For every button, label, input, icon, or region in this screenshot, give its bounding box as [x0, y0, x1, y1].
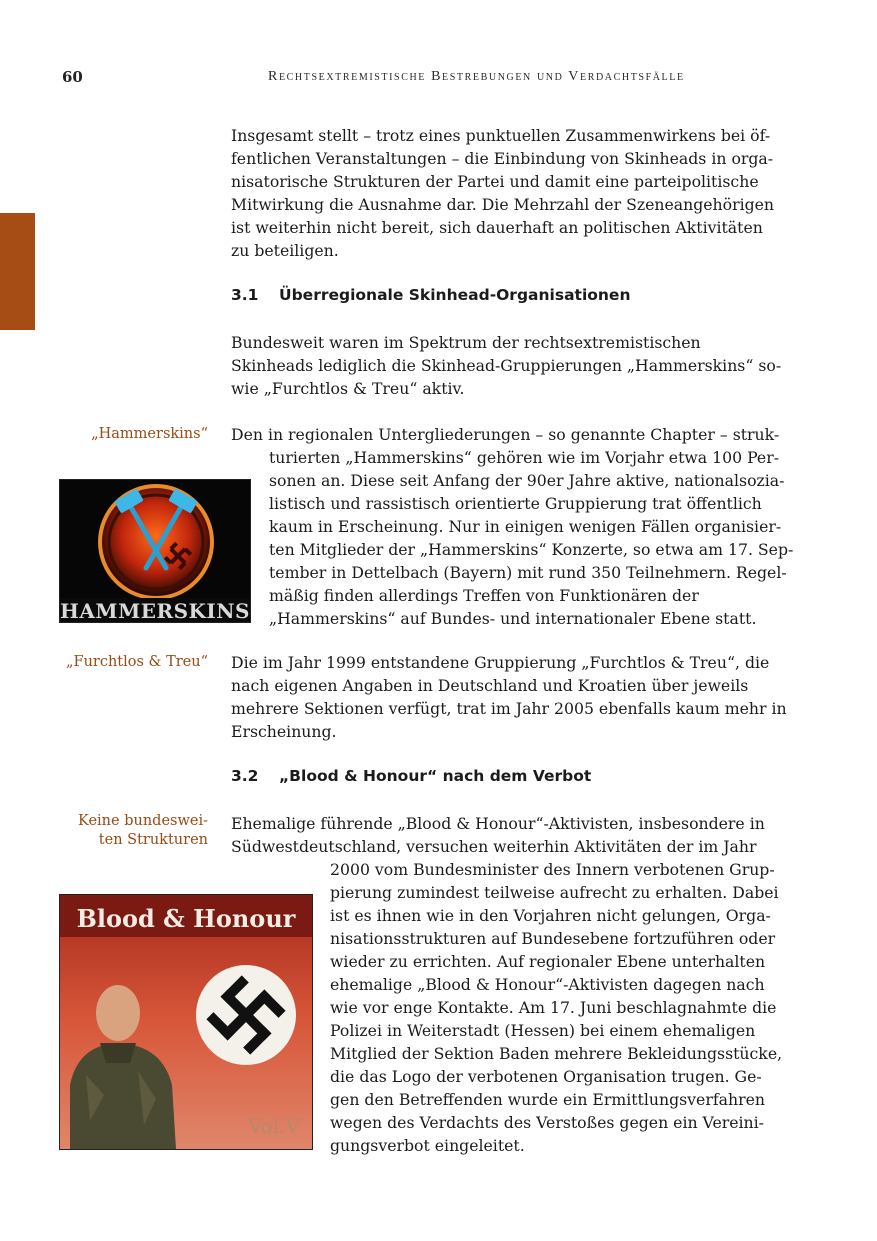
text-line: mäßig finden allerdings Treffen von Funktionären der — [269, 586, 699, 605]
text-line: ist es ihnen wie in den Vorjahren nicht gelungen, Orga- — [330, 906, 771, 925]
section-title: „Blood & Honour“ nach dem Verbot — [279, 767, 592, 785]
text-line: nisatorische Strukturen der Partei und damit eine parteipolitische — [231, 172, 759, 191]
text-line: die das Logo der verbotenen Organisation trugen. Ge- — [330, 1067, 762, 1086]
text-line: gungsverbot eingeleitet. — [330, 1136, 525, 1155]
text-line: wegen des Verdachts des Verstoßes gegen ein Vereini- — [330, 1113, 764, 1132]
chapter-tab-marker — [0, 213, 35, 330]
blood-honour-volume-text: Vol.V — [248, 1114, 300, 1138]
text-line: Polizei in Weiterstadt (Hessen) bei einem ehemaligen — [330, 1021, 756, 1040]
text-line: fentlichen Veranstaltungen – die Einbindung von Skinheads in orga- — [231, 149, 774, 168]
text-line: Ehemalige führende „Blood & Honour“-Aktivisten, insbesondere in — [231, 814, 765, 833]
text-line: nach eigenen Angaben in Deutschland und Kroatien über jeweils — [231, 676, 749, 695]
text-line: Den in regionalen Untergliederungen – so genannte Chapter – struk- — [231, 425, 780, 444]
section-3-1-paragraph — [231, 331, 791, 400]
text-line: Erscheinung. — [231, 722, 337, 741]
text-line: ist weiterhin nicht bereit, sich dauerhaft an politischen Aktivitäten — [231, 218, 763, 237]
blood-honour-title-text: Blood & Honour — [76, 904, 296, 933]
text-line: Skinheads lediglich die Skinhead-Gruppierungen „Hammerskins“ so- — [231, 356, 782, 375]
text-line: Mitglied der Sektion Baden mehrere Bekleidungsstücke, — [330, 1044, 783, 1063]
text-line: Die im Jahr 1999 entstandene Gruppierung „Furchtlos & Treu“, die — [231, 653, 770, 672]
text-line: Südwestdeutschland, versuchen weiterhin Aktivitäten der im Jahr — [231, 837, 757, 856]
text-line: pierung zumindest teilweise aufrecht zu erhalten. Dabei — [330, 883, 779, 902]
section-3-2-paragraph — [231, 812, 791, 1157]
text-line: wie „Furchtlos & Treu“ aktiv. — [231, 379, 465, 398]
text-line: listisch und rassistisch orientierte Gruppierung trat öffentlich — [269, 494, 762, 513]
margin-note-keine-strukturen — [78, 812, 208, 850]
text-line: tember in Dettelbach (Bayern) mit rund 350 Teilnehmern. Regel- — [269, 563, 787, 582]
section-title: Überregionale Skinhead-Organisationen — [279, 286, 631, 304]
furchtlos-paragraph — [231, 651, 791, 743]
text-line: Bundesweit waren im Spektrum der rechtsextremistischen — [231, 333, 701, 352]
margin-note-hammerskins: „Hammerskins“ — [91, 426, 208, 442]
hammerskins-image-text: HAMMERSKINS — [60, 599, 250, 622]
hammerskins-paragraph — [231, 423, 794, 630]
hammerskins-logo-graphic — [60, 480, 250, 622]
text-line: wieder zu errichten. Auf regionaler Ebene unterhalten — [330, 952, 766, 971]
section-heading-3-1 — [231, 286, 630, 304]
text-line: ehemalige „Blood & Honour“-Aktivisten dagegen nach — [330, 975, 765, 994]
text-line: Mitwirkung die Ausnahme dar. Die Mehrzahl der Szeneangehörigen — [231, 195, 775, 214]
text-line: Insgesamt stellt – trotz eines punktuellen Zusammenwirkens bei öf- — [231, 126, 771, 145]
running-header: Rechtsextremistische Bestrebungen und Verdachtsfälle — [268, 69, 685, 84]
text-line: nisationsstrukturen auf Bundesebene fortzuführen oder — [330, 929, 776, 948]
margin-note-line: ten Strukturen — [98, 832, 208, 848]
text-line: zu beteiligen. — [231, 241, 339, 260]
margin-note-line: Keine bundeswei- — [78, 813, 208, 829]
text-line: ten Mitglieder der „Hammerskins“ Konzerte, so etwa am 17. Sep- — [269, 540, 794, 559]
text-line: „Hammerskins“ auf Bundes- und internationaler Ebene statt. — [269, 609, 757, 628]
section-number: 3.2 — [231, 767, 259, 785]
text-line: mehrere Sektionen verfügt, trat im Jahr 2005 ebenfalls kaum mehr in — [231, 699, 787, 718]
text-line: 2000 vom Bundesminister des Innern verbotenen Grup- — [330, 860, 775, 879]
intro-paragraph — [231, 124, 791, 262]
page-number: 60 — [62, 68, 83, 86]
text-line: kaum in Erscheinung. Nur in einigen wenigen Fällen organisier- — [269, 517, 782, 536]
margin-note-furchtlos: „Furchtlos & Treu“ — [66, 654, 208, 670]
text-line: wie vor enge Kontakte. Am 17. Juni beschlagnahmte die — [330, 998, 777, 1017]
text-line: sonen an. Diese seit Anfang der 90er Jahre aktive, nationalsozia- — [269, 471, 785, 490]
section-number: 3.1 — [231, 286, 259, 304]
section-heading-3-2 — [231, 767, 591, 785]
text-line: gen den Betreffenden wurde ein Ermittlungsverfahren — [330, 1090, 765, 1109]
hammerskins-image — [59, 479, 251, 623]
text-line: turierten „Hammerskins“ gehören wie im Vorjahr etwa 100 Per- — [269, 448, 780, 467]
